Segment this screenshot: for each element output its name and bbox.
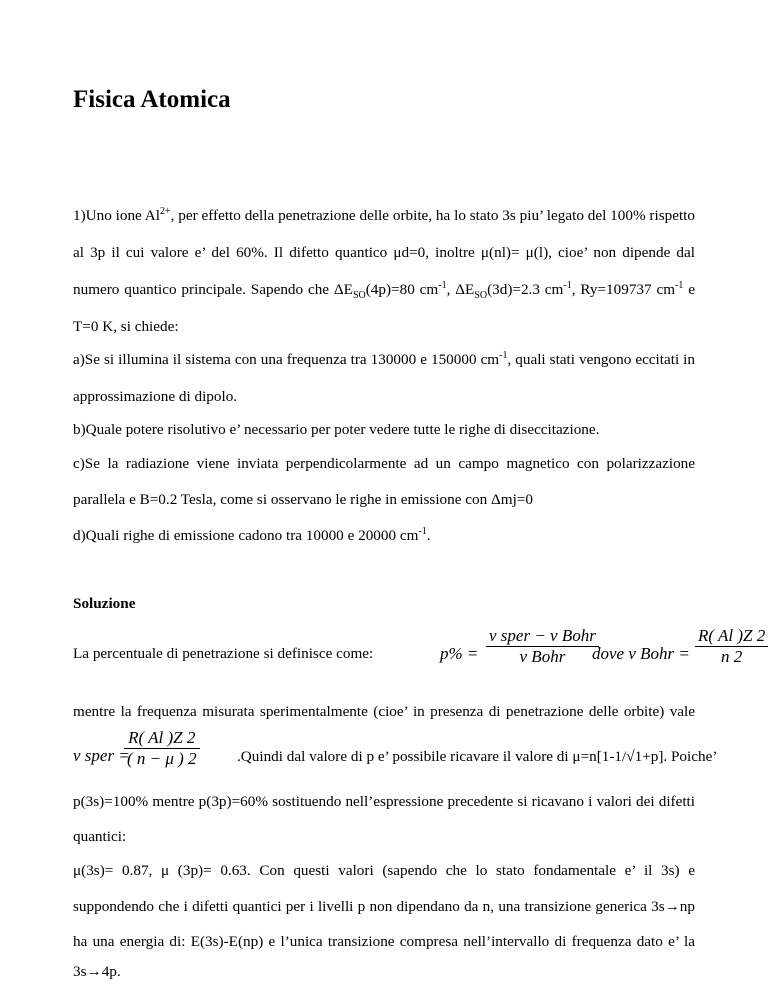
solution-line-7: ha una energia di: E(3s)-E(np) e l’unica transizione compresa nell’intervallo di frequenza dato e’ la <box>73 933 695 950</box>
solution-line-3: p(3s)=100% mentre p(3p)=60% sostituendo nell’espressione precedente si ricavano i valori dei difetti <box>73 793 695 810</box>
solution-line-2: mentre la frequenza misurata sperimentalmente (cioe’ in presenza di penetrazione delle orbite) vale <box>73 703 695 720</box>
problem-line-1: 1)Uno ione $Al^{2+}$, per effetto della penetrazione delle orbite, ha lo stato 3s piu’ legato del 100% rispetto <box>73 205 695 224</box>
question-b: b)Quale potere risolutivo e’ necessario per poter vedere tutte le righe di diseccitazione. <box>73 421 600 438</box>
solution-heading: Soluzione <box>73 595 136 612</box>
equation-penetration-numerator: ν sper − ν Bohr <box>489 626 596 645</box>
question-d: d)Quali righe di emissione cadono tra 10000 e 20000 $cm^{-1}$. <box>73 525 431 544</box>
problem-line-3: numero quantico principale. Sapendo che $\Delta E_{SO}(4p)=80$ $cm^{-1}$, $\Delta E_{SO}(3d)=2.3$ $cm^{-1}$, Ry=109737 $cm^{-1}$ e <box>73 279 695 302</box>
equation-sper-lhs: ν sper = <box>73 746 130 765</box>
solution-line-8: 3s→4p. <box>73 963 121 980</box>
solution-line-2-tail: .Quindi dal valore di p e’ possibile ricavare il valore di μ=n[1-1/√1+p]. Poiche’ <box>237 748 718 765</box>
question-a-line-2: approssimazione di dipolo. <box>73 388 238 405</box>
solution-intro: La percentuale di penetrazione si definisce come: <box>73 645 374 662</box>
equation-bohr-numerator: R( Al )Z 2 <box>698 626 766 645</box>
equation-sper-fraction <box>124 728 200 769</box>
equation-penetration-denominator: ν Bohr <box>519 647 566 666</box>
equation-bohr-denominator: n 2 <box>720 647 743 666</box>
solution-line-5: μ(3s)= 0.87, μ (3p)= 0.63. Con questi valori (sapendo che lo stato fondamentale e’ il 3s) e <box>73 862 695 879</box>
problem-line-2: al 3p il cui valore e’ del 60%. Il difetto quantico μd=0, inoltre μ(nl)= μ(l), cioe’ non dipende dal <box>73 244 695 261</box>
solution-line-6: suppondendo che i difetti quantici per i livelli p non dipendano da n, una transizione generica 3s→np <box>73 898 695 915</box>
equation-bohr-lhs: dove ν Bohr = <box>592 644 690 663</box>
question-c-line-1: c)Se la radiazione viene inviata perpendicolarmente ad un campo magnetico con polarizzazione <box>73 455 695 472</box>
question-c-line-2: parallela e B=0.2 Tesla, come si osservano le righe in emissione con Δmj=0 <box>73 491 533 508</box>
equation-penetration-lhs: p% = <box>440 644 479 663</box>
problem-line-4: T=0 K, si chiede: <box>73 318 179 335</box>
page-title: Fisica Atomica <box>73 86 231 113</box>
solution-line-4: quantici: <box>73 828 127 845</box>
equation-sper-denominator: ( n − μ ) 2 <box>127 749 197 768</box>
equation-penetration-fraction <box>486 626 599 667</box>
equation-sper-numerator: R( Al )Z 2 <box>128 728 196 747</box>
question-a-line-1: a)Se si illumina il sistema con una frequenza tra 130000 e 150000 $cm^{-1}$, quali stati vengono eccitati in <box>73 349 695 368</box>
equation-bohr-fraction <box>695 626 768 667</box>
